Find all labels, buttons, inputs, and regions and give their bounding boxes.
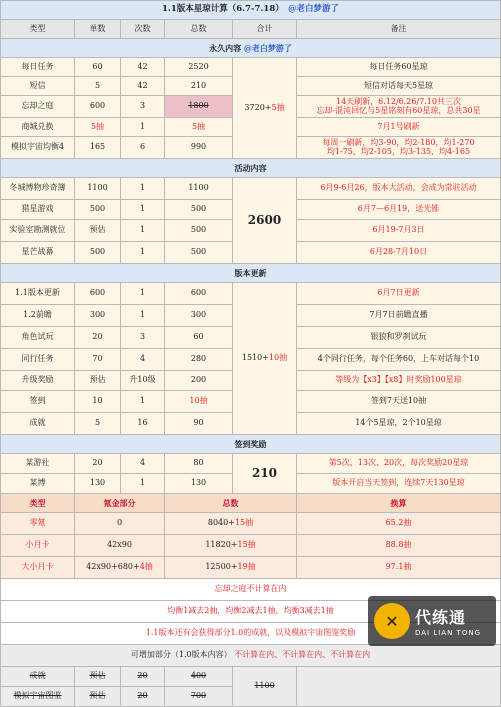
section-update: 版本更新 [1, 264, 501, 283]
table-row: 某博 130 1 130 版本开启当天签到，连续7天130星琼 [1, 474, 501, 494]
table-row: 成就 预估 20 400 1100 [1, 667, 501, 687]
section-permanent: 永久内容 @老白梦游了 [1, 39, 501, 58]
update-sum: 1510+10抽 [233, 283, 297, 435]
table-row: 小月卡 42x90 11820+15抽 88.8抽 [1, 535, 501, 557]
table-row: 冬城博物珍奇簿 1100 1 1100 2600 6月9-6月26，版本大活动，会成为常驻活动 [1, 178, 501, 200]
section-activity: 活动内容 [1, 159, 501, 178]
optional-header: 可增加部分（1.0版本内容） 不计算在内、不计算在内、不计算在内 [1, 645, 501, 667]
table-row: 某游社 20 4 80 210 第5次、13次、20次，每次奖励20星琼 [1, 454, 501, 474]
table-row: 同行任务 70 4 280 4个同行任务，每个任务60，上车对话每个10 [1, 349, 501, 371]
watermark-cn: 代练通 [415, 608, 467, 627]
table-row: 短信 5 42 210 短信对话每天5星琼 [1, 77, 501, 96]
section-signin: 签到奖励 [1, 435, 501, 454]
note-equilibrium: 均衡1减去2抽，均衡2减去1抽，均衡3减去1抽 [1, 601, 501, 623]
activity-sum: 2600 [233, 178, 297, 264]
watermark-logo-icon: ✕ [374, 603, 410, 639]
optional-sum: 1100 [233, 667, 297, 707]
table-row: 实验室勘测就位 预估 1 500 6月19-7月3日 [1, 220, 501, 242]
table-row: 1.2前瞻 300 1 300 7月7日前瞻直播 [1, 305, 501, 327]
table-row: 大小月卡 42x90+680+4抽 12500+19抽 97.1抽 [1, 557, 501, 579]
table-row: 商城兑换 5抽 1 5抽 7月1号刷新 [1, 118, 501, 137]
table-row: 模拟宇宙图鉴 预估 20 700 [1, 687, 501, 707]
table-row: 猎星游戏 500 1 500 6月7—6月19，送光锥 [1, 200, 501, 220]
table-row: 星芒战幕 500 1 500 6月28-7月10日 [1, 242, 501, 264]
table-row: 成就 5 16 90 14个5星琼，2个10星琼 [1, 413, 501, 435]
permanent-sum: 3720+5抽 [233, 58, 297, 159]
table-row: 升级奖励 预估 升10级 200 等级为【x3】【x8】时奖励100星琼 [1, 371, 501, 391]
table-row: 忘却之庭 600 3 1800 14天刷新，6.12/6.26/7.10共三次 忘却-混沌回忆与5星铭刻有60星琼，总共30星 [1, 96, 501, 118]
watermark [368, 596, 496, 646]
table-row: 角色试玩 20 3 60 银狼和罗刹试玩 [1, 327, 501, 349]
spend-headers: 类型 氪金部分 总数 换算 [1, 494, 501, 513]
column-headers: 类型 单数 次数 总数 合计 备注 [1, 20, 501, 39]
table-row: 签到 10 1 10抽 签到7天送10抽 [1, 391, 501, 413]
table-row: 每日任务 60 42 2520 3720+5抽 每日任务60星琼 [1, 58, 501, 77]
watermark-en: DAI LIAN TONG [415, 629, 482, 637]
signin-sum: 210 [233, 454, 297, 494]
table-row: 零氪 0 8040+15抽 65.2抽 [1, 513, 501, 535]
page-title: 1.1版本星琼计算（6.7-7.18） @老白梦游了 [1, 1, 501, 20]
table-row: 模拟宇宙均衡4 165 6 990 每周一刷新，均3-90，均2-180，均1-270 均1-75，均2-105，均3-135，均4-165 [1, 137, 501, 159]
note-achievements: 1.1版本还有会获得部分1.0的成就，以及模拟宇宙图鉴奖励 [1, 623, 501, 645]
note-forgotten-hall: 忘却之庭不计算在内 [1, 579, 501, 601]
table-row: 1.1版本更新 600 1 600 1510+10抽 6月7日更新 [1, 283, 501, 305]
